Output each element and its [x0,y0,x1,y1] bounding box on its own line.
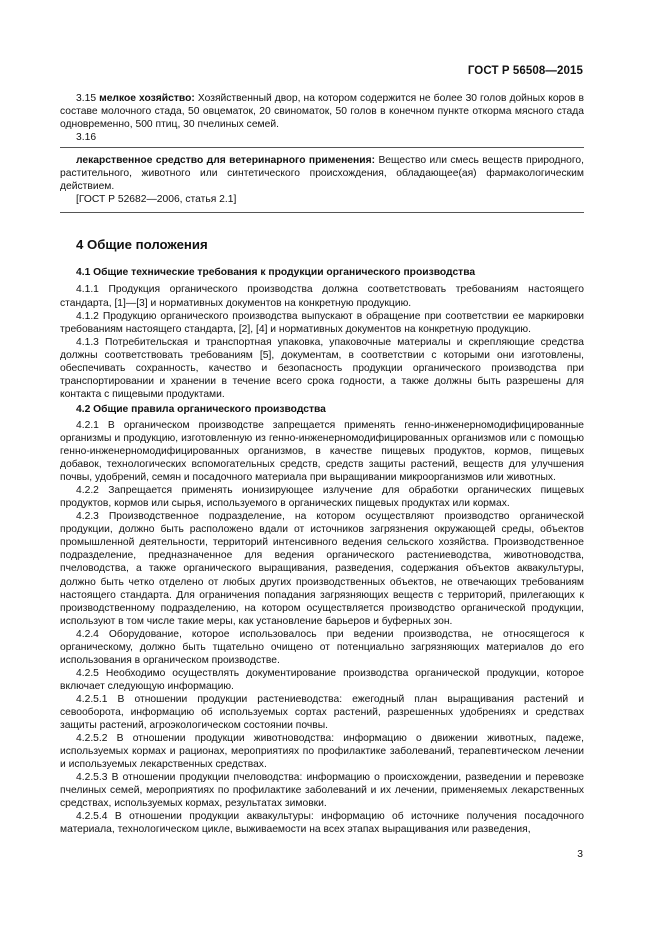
paragraph-4-1-1: 4.1.1 Продукция органического производства должна соответствовать требованиям настоящего стандарта, [1]—[3] и нормативных документов на конкретную продукцию. [60,284,584,309]
paragraph-4-2-5-3: 4.2.5.3 В отношении продукции пчеловодства: информацию о происхождении, разведении и перевозке пчелиных семей, мероприятиях по профилактике заболеваний и их лечении, применяемых лекарственных средствах, используемых кормах, результатах зимовки. [60,772,584,810]
paragraph-4-2-3: 4.2.3 Производственное подразделение, на котором осуществляют производство органической продукции, должно быть расположено вдали от источников загрязнения окружающей среды, объектов промышленной деятельности, территорий интенсивного ведения сельского хозяйства. Производственное подразделение, предназначенное для ведения органического растениеводства, животноводства, пчеловодства, а также органического выращивания, разведения, содержания объектов аквакультуры, должно быть четко отделено от любых других производственных объектов, не отвечающих требованиям настоящего стандарта. Для ограничения попадания загрязняющих веществ с территорий, прилегающих к производственному подразделению, на котором осуществляется производство органической продукции, используют в том числе такие меры, как установление барьеров и буферных зон. [60,511,584,627]
paragraph-4-1-2: 4.1.2 Продукцию органического производства выпускают в обращение при соответствии ее маркировки требованиям настоящего стандарта, [2], [4] и нормативных документов на конкретную продукцию. [60,310,584,335]
definition-number-3-16: 3.16 [76,132,97,144]
paragraph-4-2-1: 4.2.1 В органическом производстве запрещается применять генно-инженерномодифицированные организмы и продукцию, изготовленную из генно-инженерномодифицированных организмов или с помощью генно-инженерномодифицированных организмов, в качестве пищевых продуктов, кормов, пищевых добавок, технологических вспомогательных средств, средств защиты растений, веществ для улучшения почвы, удобрений, семян и посадочного материала при выращивании микроорганизмов или животных. [60,419,584,484]
definition-text: Хозяйственный двор, на котором содержится не более 30 голов дойных коров в составе молочного стада, 50 овцематок, 20 свиноматок, 50 голов в конечном пункте откорма мясного стада одновременно, 500 птиц, 30 пчелиных семей. [60,93,584,131]
definition-3-15 [60,92,584,131]
definition-box [60,147,584,213]
definition-term: мелкое хозяйство: [99,93,195,104]
paragraph-4-2-5-2: 4.2.5.2 В отношении продукции животноводства: информацию о движении животных, падеже, используемых кормах и рационах, мероприятиях по профилактике заболеваний, терапевтическом лечении и используемых лекарственных средствах. [60,733,584,771]
definition-3-16 [60,154,584,193]
standard-header: ГОСТ Р 56508—2015 [467,65,583,77]
definition-number: 3.15 [76,93,97,104]
document-body [60,92,584,836]
subsection-title-4-2: 4.2 Общие правила органического производства [76,403,326,415]
definition-text: Вещество или смесь веществ природного, растительного, животного или синтетического происхождения, обладающее(ая) фармакологическим действием. [60,155,584,193]
paragraph-4-2-5-4: 4.2.5.4 В отношении продукции аквакультуры: информацию об источнике получения посадочного материала, технологическом цикле, выживаемости на всех этапах выращивания или разведения, [60,811,584,836]
paragraph-4-2-5-1: 4.2.5.1 В отношении продукции растениеводства: ежегодный план выращивания растений и севооборота, информацию об используемых сортах растений, разрешенных удобрениях и средствах защиты растений, агроэкологическом состоянии почвы. [60,693,584,732]
section-title: 4 Общие положения [76,237,208,253]
paragraph-4-2-5: 4.2.5 Необходимо осуществлять документирование производства органической продукции, которое включает следующую информацию. [60,667,584,692]
definition-reference: [ГОСТ Р 52682—2006, статья 2.1] [76,194,237,206]
page-number: 3 [577,849,583,860]
paragraph-4-2-2: 4.2.2 Запрещается применять ионизирующее излучение для обработки органических пищевых продуктов, кормов или сырья, используемого в органических пищевых продуктах или кормах. [60,485,584,510]
definition-term: лекарственное средство для ветеринарного применения: [76,155,376,167]
subsection-title-4-1: 4.1 Общие технические требования к продукции органического производства [76,267,476,279]
paragraph-4-1-3: 4.1.3 Потребительская и транспортная упаковка, упаковочные материалы и скрепляющие средства должны соответствовать требованиям [5], документам, в соответствии с которыми они изготовлены, обеспечивать сохранность, качество и безопасность продукции органического производства при транспортировании и хранении в течение всего срока годности, а также должны быть разрешены для контакта с пищевыми продуктами. [60,336,584,400]
paragraph-4-2-4: 4.2.4 Оборудование, которое использовалось при ведении производства, не относящегося к органическому, должно быть тщательно очищено от потенциально загрязняющих материалов до его использования в органическом производстве. [60,628,584,666]
